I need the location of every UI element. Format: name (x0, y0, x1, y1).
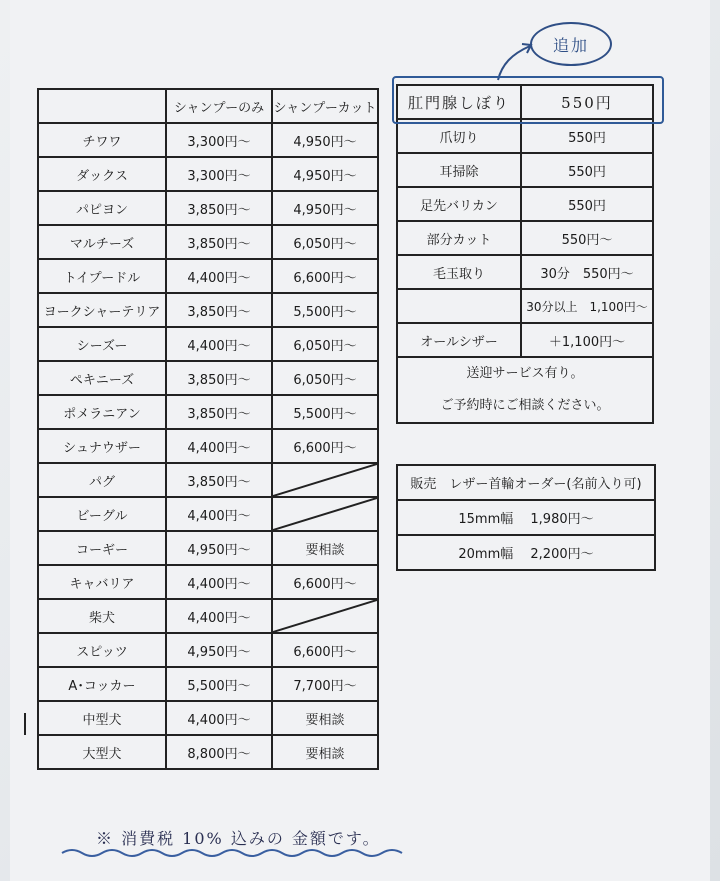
breed-name: 大型犬 (38, 735, 166, 769)
cut-price: 6,600円～ (272, 633, 378, 667)
option-row (397, 187, 653, 221)
breed-name: マルチーズ (38, 225, 166, 259)
breed-name: ペキニーズ (38, 361, 166, 395)
option-partial-price: 550円～ (521, 221, 653, 255)
diagonal-slash (273, 600, 377, 632)
table-row (38, 123, 378, 157)
shampoo-price: 4,400円～ (166, 497, 272, 531)
not-available-cell (272, 599, 378, 633)
cut-price: 6,600円～ (272, 565, 378, 599)
cut-price: 4,950円～ (272, 123, 378, 157)
cut-price: 要相談 (272, 701, 378, 735)
cut-price: 6,600円～ (272, 259, 378, 293)
shampoo-price: 4,400円～ (166, 599, 272, 633)
table-row (38, 259, 378, 293)
shampoo-price: 3,850円～ (166, 191, 272, 225)
option-nail-price: 550円 (521, 119, 653, 153)
sale-item-20mm: 20mm幅 2,200円～ (397, 535, 655, 570)
option-partial: 部分カット (397, 221, 521, 255)
sale-row (397, 535, 655, 570)
shampoo-price: 8,800円～ (166, 735, 272, 769)
grooming-price-table (37, 88, 379, 770)
cut-price: 5,500円～ (272, 395, 378, 429)
shampoo-price: 4,400円～ (166, 327, 272, 361)
table-row (38, 667, 378, 701)
table-header-row (38, 89, 378, 123)
shampoo-price: 3,850円～ (166, 463, 272, 497)
cut-price: 5,500円～ (272, 293, 378, 327)
breed-name: パグ (38, 463, 166, 497)
breed-name: トイプードル (38, 259, 166, 293)
option-row (397, 255, 653, 289)
table-row (38, 429, 378, 463)
breed-name: シュナウザー (38, 429, 166, 463)
breed-name: ヨークシャーテリア (38, 293, 166, 327)
option-price-table (396, 84, 654, 424)
table-row (38, 633, 378, 667)
cut-price: 6,050円～ (272, 361, 378, 395)
shampoo-price: 3,850円～ (166, 395, 272, 429)
shampoo-price: 3,850円～ (166, 293, 272, 327)
option-paw: 足先バリカン (397, 187, 521, 221)
option-ear: 耳掃除 (397, 153, 521, 187)
table-row (38, 599, 378, 633)
breed-name: コーギー (38, 531, 166, 565)
shampoo-price: 3,850円～ (166, 361, 272, 395)
option-mat-price-a: 30分 550円～ (521, 255, 653, 289)
pickup-notice-line-2: ご予約時にご相談ください。 (440, 398, 610, 413)
option-anal-gland-price: 550円 (521, 85, 653, 119)
option-row (397, 85, 653, 119)
table-row (38, 497, 378, 531)
option-scissor: オールシザー (397, 323, 521, 357)
cut-price: 6,050円～ (272, 225, 378, 259)
table-row (38, 701, 378, 735)
notice-row (397, 357, 653, 423)
option-mat: 毛玉取り (397, 255, 521, 289)
cut-price: 6,600円～ (272, 429, 378, 463)
stray-mark (24, 713, 26, 735)
option-mat-blank (397, 289, 521, 323)
shampoo-price: 4,950円～ (166, 531, 272, 565)
shampoo-price: 4,400円～ (166, 565, 272, 599)
shampoo-price: 4,400円～ (166, 701, 272, 735)
table-row (38, 735, 378, 769)
shampoo-price: 3,300円～ (166, 123, 272, 157)
table-row (38, 293, 378, 327)
breed-name: A･コッカー (38, 667, 166, 701)
diagonal-slash (273, 464, 377, 496)
table-row (38, 531, 378, 565)
option-scissor-price: ＋1,100円～ (521, 323, 653, 357)
option-row (397, 119, 653, 153)
arrow-icon (490, 40, 540, 82)
cut-price: 4,950円～ (272, 157, 378, 191)
shampoo-price: 4,400円～ (166, 259, 272, 293)
option-anal-gland: 肛門腺しぼり (397, 85, 521, 119)
table-row (38, 395, 378, 429)
collar-sale-table (396, 464, 656, 571)
cut-price: 要相談 (272, 735, 378, 769)
table-row (38, 225, 378, 259)
breed-name: チワワ (38, 123, 166, 157)
table-row (38, 327, 378, 361)
sale-row (397, 500, 655, 535)
breed-name: スピッツ (38, 633, 166, 667)
not-available-cell (272, 497, 378, 531)
option-nail: 爪切り (397, 119, 521, 153)
cut-price: 4,950円～ (272, 191, 378, 225)
breed-name: ビーグル (38, 497, 166, 531)
sale-header: 販売 レザー首輪オーダー(名前入り可) (397, 465, 655, 500)
corner-cell (38, 89, 166, 123)
breed-name: パピヨン (38, 191, 166, 225)
header-shampoo-cut: シャンプーカット (272, 89, 378, 123)
shampoo-price: 4,950円～ (166, 633, 272, 667)
breed-name: キャバリア (38, 565, 166, 599)
option-mat-price-b: 30分以上 1,100円～ (521, 289, 653, 323)
breed-name: 中型犬 (38, 701, 166, 735)
shampoo-price: 5,500円～ (166, 667, 272, 701)
cut-price: 6,050円～ (272, 327, 378, 361)
table-row (38, 463, 378, 497)
pickup-notice-line-1: 送迎サービス有り。 (466, 366, 584, 381)
option-paw-price: 550円 (521, 187, 653, 221)
shampoo-price: 4,400円～ (166, 429, 272, 463)
not-available-cell (272, 463, 378, 497)
tax-footnote: ※ 消費税 10% 込みの 金額です。 (96, 829, 381, 848)
option-row (397, 153, 653, 187)
cut-price: 要相談 (272, 531, 378, 565)
shampoo-price: 3,300円～ (166, 157, 272, 191)
added-note-circle: 追加 (530, 22, 612, 66)
breed-name: ダックス (38, 157, 166, 191)
option-row (397, 221, 653, 255)
wavy-underline (60, 845, 420, 861)
diagonal-slash (273, 498, 377, 530)
header-shampoo-only: シャンプーのみ (166, 89, 272, 123)
table-row (38, 157, 378, 191)
shampoo-price: 3,850円～ (166, 225, 272, 259)
sale-header-row (397, 465, 655, 500)
option-row (397, 323, 653, 357)
table-row (38, 565, 378, 599)
breed-name: ポメラニアン (38, 395, 166, 429)
cut-price: 7,700円～ (272, 667, 378, 701)
pickup-notice (397, 357, 653, 423)
table-row (38, 191, 378, 225)
option-ear-price: 550円 (521, 153, 653, 187)
table-row (38, 361, 378, 395)
breed-name: シーズー (38, 327, 166, 361)
breed-name: 柴犬 (38, 599, 166, 633)
sale-item-15mm: 15mm幅 1,980円～ (397, 500, 655, 535)
option-row (397, 289, 653, 323)
